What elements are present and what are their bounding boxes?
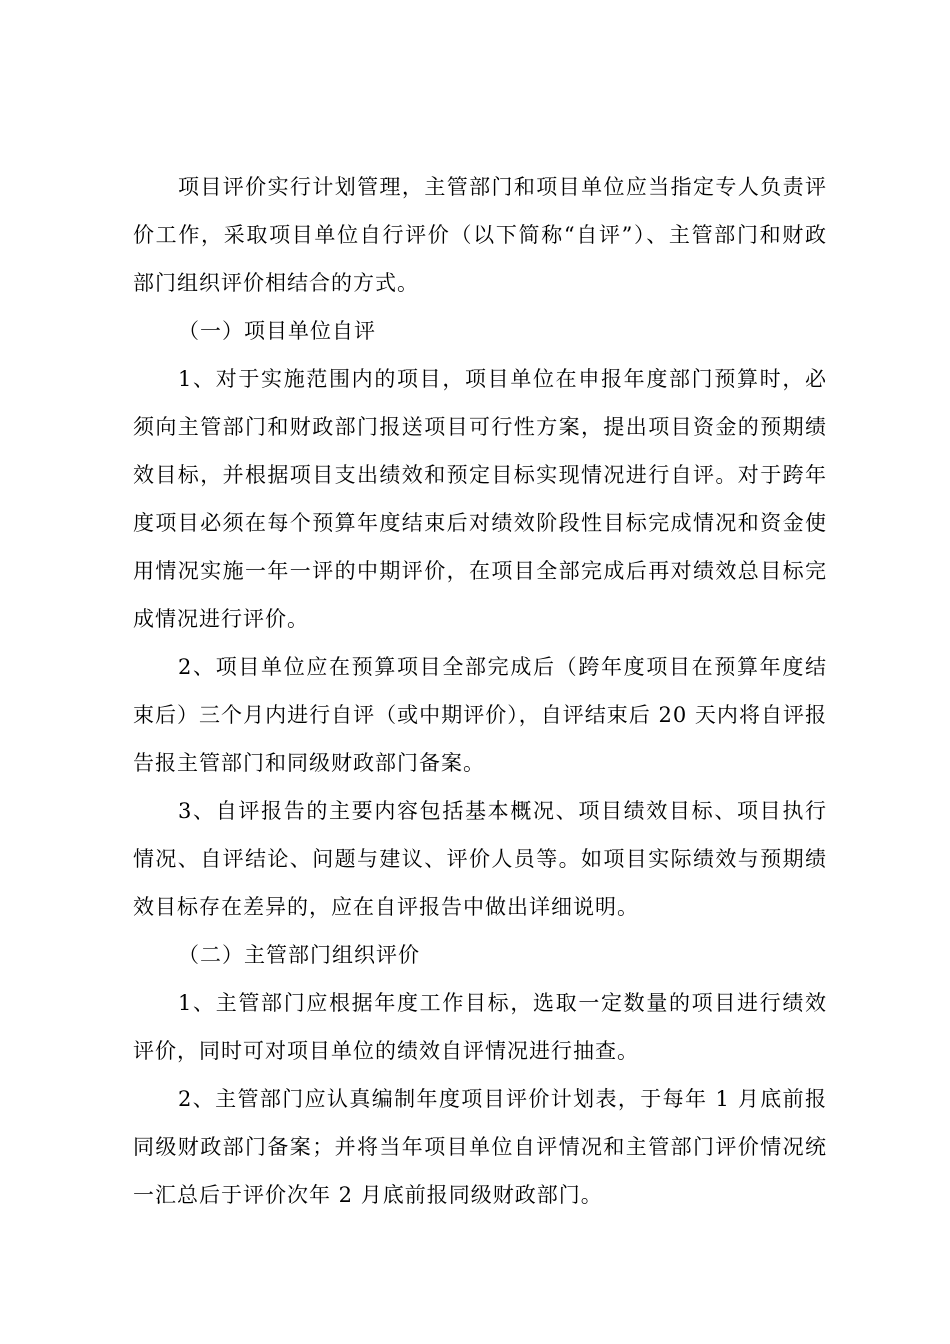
section-heading-department-evaluation: （二）主管部门组织评价 [178,943,420,967]
section-heading-unit-self-evaluation: （一）项目单位自评 [178,319,376,343]
paragraph-item-2: 2、项目单位应在预算项目全部完成后（跨年度项目在预算年度结束后）三个月内进行自评（或中期评价），自评结束后 20 天内将自评报告报主管部门和同级财政部门备案。 [133,655,827,775]
document-body [133,163,827,1219]
paragraph-item-1: 1、对于实施范围内的项目，项目单位在申报年度部门预算时，必须向主管部门和财政部门报送项目可行性方案，提出项目资金的预期绩效目标，并根据项目支出绩效和预定目标实现情况进行自评。对于跨年度项目必须在每个预算年度结束后对绩效阶段性目标完成情况和资金使用情况实施一年一评的中期评价，在项目全部完成后再对绩效总目标完成情况进行评价。 [133,367,827,631]
paragraph-dept-item-1: 1、主管部门应根据年度工作目标，选取一定数量的项目进行绩效评价，同时可对项目单位的绩效自评情况进行抽查。 [133,991,827,1063]
paragraph-item-3: 3、自评报告的主要内容包括基本概况、项目绩效目标、项目执行情况、自评结论、问题与建议、评价人员等。如项目实际绩效与预期绩效目标存在差异的，应在自评报告中做出详细说明。 [133,799,827,919]
paragraph-dept-item-2: 2、主管部门应认真编制年度项目评价计划表，于每年 1 月底前报同级财政部门备案；并将当年项目单位自评情况和主管部门评价情况统一汇总后于评价次年 2 月底前报同级财政部门。 [133,1087,827,1207]
paragraph-intro: 项目评价实行计划管理，主管部门和项目单位应当指定专人负责评价工作，采取项目单位自行评价（以下简称“自评”）、主管部门和财政部门组织评价相结合的方式。 [133,175,827,295]
